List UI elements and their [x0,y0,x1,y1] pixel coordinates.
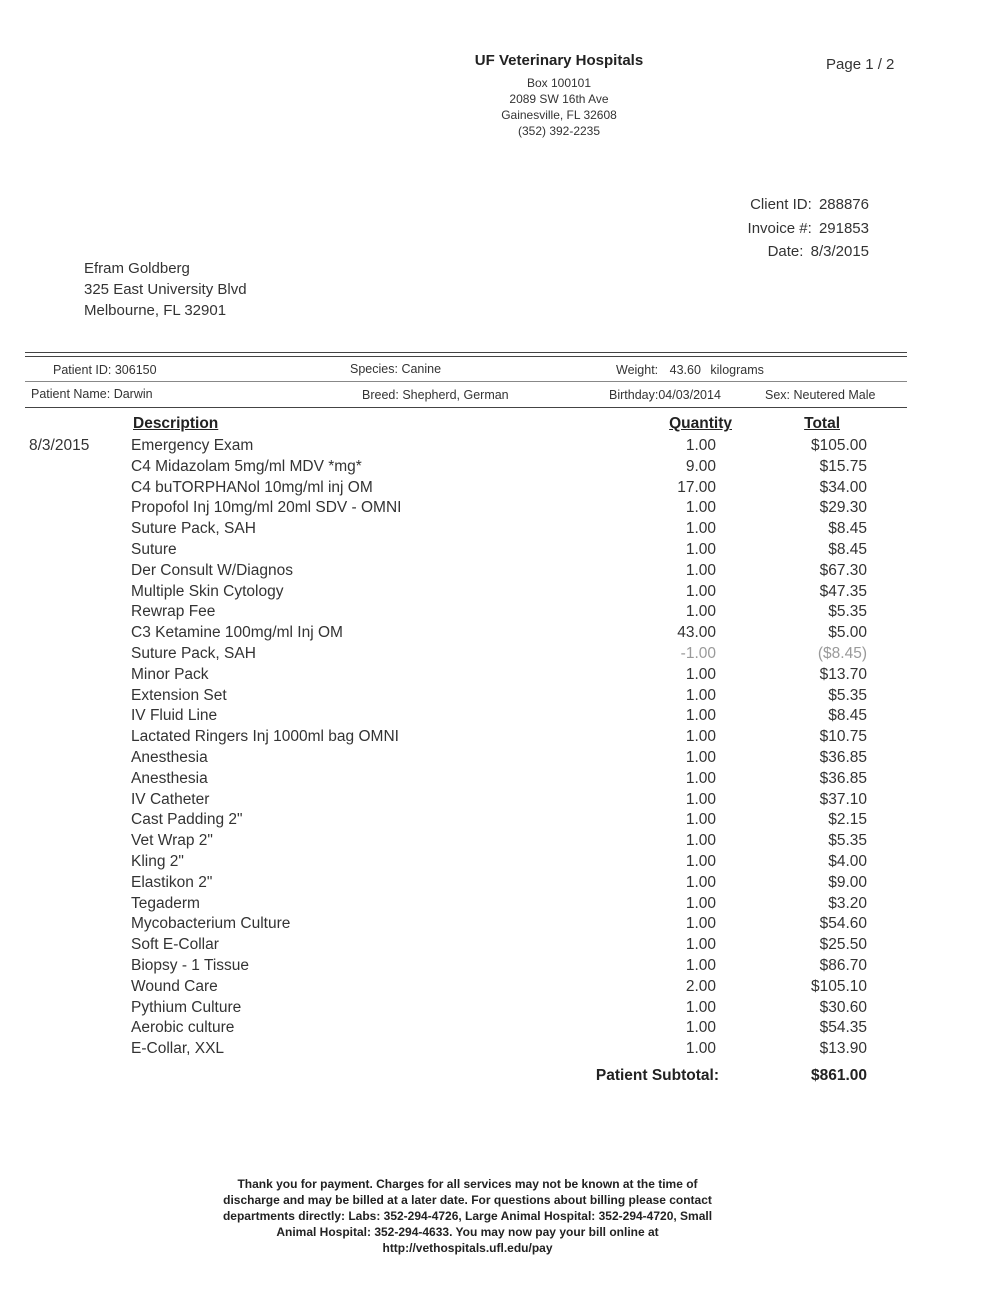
birthday-value: 04/03/2014 [658,388,721,402]
client-street: 325 East University Blvd [84,281,247,298]
hospital-phone: (352) 392-2235 [517,124,601,138]
row-description: Minor Pack [131,665,209,683]
patient-name [31,387,153,401]
invoice-row [748,217,869,241]
row-description: Wound Care [131,977,218,995]
sex [765,388,876,402]
row-quantity: 1.00 [685,852,716,870]
row-quantity: 1.00 [685,915,716,933]
row-total: $5.35 [828,603,867,621]
row-quantity: 1.00 [685,936,716,954]
row-total: $5.35 [828,686,867,704]
client-id-value: 288876 [818,196,869,213]
divider-line [25,407,907,408]
patient-id-value: 306150 [114,363,157,377]
table-row [0,791,1000,812]
table-row [0,479,1000,500]
table-row [0,666,1000,687]
payment-note-line: Thank you for payment. Charges for all services may not be known at the time of [237,1177,698,1191]
species [350,362,441,376]
row-quantity: 17.00 [677,478,716,496]
weight [616,363,764,377]
line-items [0,437,1000,1061]
row-quantity: 1.00 [685,748,716,766]
weight-value: 43.60 [669,363,701,377]
table-row [0,645,1000,666]
row-total: $54.35 [819,1019,867,1037]
patient-id-label: Patient ID: [53,363,112,377]
table-row [0,1019,1000,1040]
table-row [0,583,1000,604]
row-description: Soft E-Collar [131,936,219,954]
row-description: Suture [131,540,177,558]
table-row [0,520,1000,541]
total-header: Total [804,415,840,432]
date-row [748,240,869,264]
subtotal-value: $861.00 [810,1067,867,1084]
row-total: $34.00 [819,478,867,496]
row-description: C3 Ketamine 100mg/ml Inj OM [131,624,343,642]
client-info [748,193,869,264]
row-total: $54.60 [819,915,867,933]
row-description: Anesthesia [131,769,208,787]
row-description: Kling 2" [131,852,184,870]
row-total: $29.30 [819,499,867,517]
row-description: Extension Set [131,686,227,704]
client-address [84,258,247,321]
row-description: Suture Pack, SAH [131,520,256,538]
breed [362,388,509,402]
table-row [0,749,1000,770]
row-description: C4 buTORPHANol 10mg/ml inj OM [131,478,373,496]
row-total: $105.00 [810,437,867,454]
table-row [0,458,1000,479]
breed-label: Breed: [362,388,399,402]
invoice-label: Invoice #: [747,219,812,237]
row-total: $4.00 [828,852,867,870]
table-row [0,936,1000,957]
row-total: $9.00 [828,873,867,891]
row-description: Cast Padding 2" [131,811,243,829]
table-row [0,624,1000,645]
row-quantity: 1.00 [685,520,716,538]
client-id-row [748,193,869,217]
table-row [0,770,1000,791]
row-quantity: 1.00 [685,832,716,850]
row-total: $8.45 [828,540,867,558]
date-value: 8/3/2015 [810,243,869,260]
payment-note-line: Animal Hospital: 352-294-4633. You may now pay your bill online at [276,1225,659,1239]
row-description: Der Consult W/Diagnos [131,561,293,579]
row-quantity: 43.00 [677,624,716,642]
row-quantity: 2.00 [685,977,716,995]
row-total: $86.70 [819,956,867,974]
row-total: $5.00 [828,624,867,642]
row-total: $47.35 [819,582,867,600]
row-description: Rewrap Fee [131,603,216,621]
table-row [0,832,1000,853]
row-quantity: 1.00 [685,811,716,829]
birthday-label: Birthday: [609,388,659,402]
table-row [0,728,1000,749]
hospital-address-line: 2089 SW 16th Ave [509,92,609,106]
species-value: Canine [401,362,442,376]
table-row [0,915,1000,936]
table-row [0,853,1000,874]
subtotal-label: Patient Subtotal: [595,1067,719,1084]
row-quantity: 1.00 [685,437,716,454]
table-row [0,687,1000,708]
row-quantity: 1.00 [685,873,716,891]
row-total: $10.75 [819,728,867,746]
row-total: $8.45 [828,707,867,725]
quantity-header: Quantity [669,415,732,432]
sex-value: Neutered Male [793,388,876,402]
table-row [0,562,1000,583]
row-description: Vet Wrap 2" [131,832,213,850]
divider-line [25,352,907,353]
row-quantity: 1.00 [685,956,716,974]
table-row [0,999,1000,1020]
row-date: 8/3/2015 [29,437,90,454]
row-quantity: 1.00 [685,665,716,683]
table-row [0,707,1000,728]
weight-unit: kilograms [710,363,764,377]
row-total: $67.30 [819,561,867,579]
client-city: Melbourne, FL 32901 [84,302,227,319]
invoice-value: 291853 [818,219,869,237]
patient-name-value: Darwin [113,387,153,401]
payment-note [190,1176,745,1256]
row-quantity: 9.00 [685,457,716,475]
row-description: Tegaderm [131,894,200,912]
row-total: $105.10 [810,977,867,995]
breed-value: Shepherd, German [402,388,509,402]
row-description: Mycobacterium Culture [131,915,291,933]
row-quantity: 1.00 [685,1019,716,1037]
row-description: C4 Midazolam 5mg/ml MDV *mg* [131,457,362,475]
row-quantity: 1.00 [685,1040,716,1058]
row-description: Emergency Exam [131,437,254,454]
row-total: $13.70 [819,665,867,683]
row-description: Lactated Ringers Inj 1000ml bag OMNI [131,728,399,746]
row-quantity: 1.00 [685,998,716,1016]
divider-line [25,381,907,382]
weight-label: Weight: [616,363,659,377]
table-row [0,541,1000,562]
hospital-address-line: Box 100101 [526,76,592,90]
row-total: $36.85 [819,769,867,787]
row-total: $2.15 [828,811,867,829]
row-description: E-Collar, XXL [131,1040,225,1058]
page-number: Page 1 / 2 [826,56,895,73]
table-row [0,1040,1000,1061]
row-total: ($8.45) [817,644,867,662]
row-quantity: 1.00 [685,603,716,621]
birthday [609,388,721,402]
row-total: $25.50 [819,936,867,954]
row-quantity: 1.00 [685,769,716,787]
client-id-label: Client ID: [750,196,812,213]
row-description: Multiple Skin Cytology [131,582,284,600]
sex-label: Sex: [765,388,791,402]
client-name: Efram Goldberg [84,260,190,277]
row-total: $37.10 [819,790,867,808]
table-row [0,811,1000,832]
table-row [0,499,1000,520]
row-description: Propofol Inj 10mg/ml 20ml SDV - OMNI [131,499,402,517]
row-total: $8.45 [828,520,867,538]
table-row [0,437,1000,458]
table-row [0,957,1000,978]
description-header: Description [133,415,219,432]
row-quantity: 1.00 [685,728,716,746]
row-total: $13.90 [819,1040,867,1058]
row-total: $3.20 [828,894,867,912]
row-description: Pythium Culture [131,998,242,1016]
hospital-address-line: Gainesville, FL 32608 [501,108,617,122]
row-quantity: 1.00 [685,790,716,808]
patient-id [53,363,157,377]
row-quantity: -1.00 [680,644,716,662]
payment-note-line: discharge and may be billed at a later date. For questions about billing please contact [223,1193,712,1207]
table-row [0,895,1000,916]
payment-url: http://vethospitals.ufl.edu/pay [382,1241,553,1255]
row-description: IV Fluid Line [131,707,218,725]
row-description: Anesthesia [131,748,208,766]
row-description: Elastikon 2" [131,873,213,891]
row-quantity: 1.00 [685,894,716,912]
row-total: $15.75 [819,457,867,475]
row-description: IV Catheter [131,790,210,808]
hospital-header [430,52,688,139]
row-description: Aerobic culture [131,1019,235,1037]
species-label: Species: [350,362,398,376]
row-total: $36.85 [819,748,867,766]
payment-note-line: departments directly: Labs: 352-294-4726, Large Animal Hospital: 352-294-4720, Small [222,1209,713,1223]
hospital-name: UF Veterinary Hospitals [474,52,644,69]
row-quantity: 1.00 [685,540,716,558]
table-row [0,603,1000,624]
row-quantity: 1.00 [685,499,716,517]
row-quantity: 1.00 [685,561,716,579]
row-total: $30.60 [819,998,867,1016]
table-row [0,874,1000,895]
row-total: $5.35 [828,832,867,850]
row-description: Suture Pack, SAH [131,644,256,662]
patient-name-label: Patient Name: [31,387,111,401]
row-quantity: 1.00 [685,582,716,600]
row-quantity: 1.00 [685,686,716,704]
date-label: Date: [767,243,804,260]
row-description: Biopsy - 1 Tissue [131,956,250,974]
table-row [0,978,1000,999]
row-quantity: 1.00 [685,707,716,725]
divider-line [25,356,907,357]
